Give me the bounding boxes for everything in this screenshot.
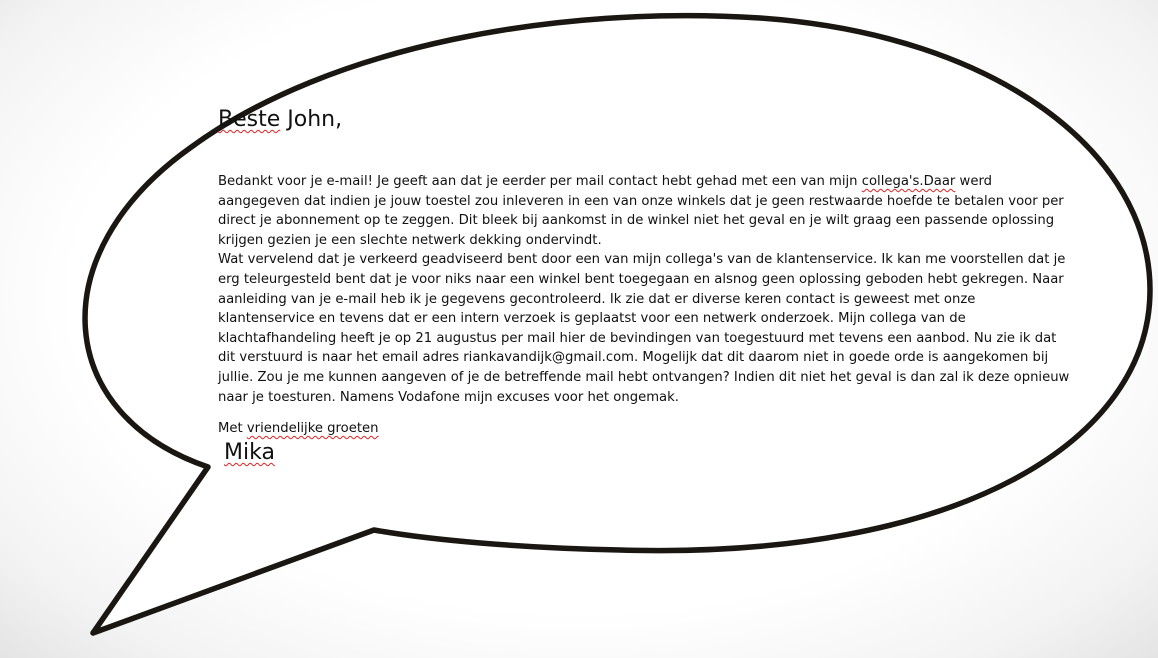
- greeting: [218, 107, 342, 132]
- body-line-text: dit verstuurd is naar het email adres riankavandijk@gmail.com. Mogelijk dat dit daarom niet in goede orde is aangekomen bij: [218, 350, 1049, 366]
- body-line-text-after: werd: [955, 174, 993, 189]
- body-line-text: klantenservice en tevens dat er een intern verzoek is geplaatst voor een netwerk onderzoek. Mijn collega van de: [218, 311, 966, 327]
- body-line: [218, 309, 966, 329]
- body-line-text: Wat vervelend dat je verkeerd geadviseerd bent door een van mijn collega's van de klantenservice. Ik kan me voorstellen dat je: [218, 252, 1066, 268]
- body-line-text: jullie. Zou je me kunnen aangeven of je de betreffende mail hebt ontvangen? Indien dit niet het geval is dan zal ik deze opnieuw: [218, 370, 1070, 385]
- body-line: [218, 329, 1056, 349]
- body-line: [218, 231, 602, 251]
- body-line-text: naar je toesturen. Namens Vodafone mijn excuses voor het ongemak.: [218, 389, 679, 405]
- spellcheck-flagged-word: collega's.Daar: [861, 174, 956, 189]
- closing-prefix: Met: [218, 421, 247, 436]
- body-line-text: krijgen gezien je een slechte netwerk dekking ondervindt.: [218, 232, 602, 248]
- body-line-text: aanleiding van je e-mail heb ik je gegevens gecontroleerd. Ik zie dat er diverse keren contact is geweest met onze: [218, 291, 976, 307]
- body-line-text: klachtafhandeling heeft je op 21 augustus per mail hier de bevindingen van toegestuurd met tevens een aanbod. Nu zie ik dat: [218, 330, 1057, 346]
- body-line-text: direct je abonnement op te zeggen. Dit bleek bij aankomst in de winkel niet het geval en je wilt graag een passende oplossing: [218, 213, 1055, 229]
- closing-text: vriendelijke groeten: [246, 421, 379, 436]
- greeting-name: John,: [280, 107, 343, 132]
- body-line: [218, 290, 975, 310]
- body-line: [218, 250, 1065, 270]
- greeting-word: Beste: [218, 107, 281, 132]
- body-line: [218, 388, 679, 408]
- body-line: [218, 368, 1069, 388]
- body-line: [218, 348, 1048, 368]
- body-line: [218, 192, 1064, 212]
- signature: Mika: [224, 440, 275, 465]
- body-line-text: aangegeven dat indien je jouw toestel zou inleveren in een van onze winkels dat je geen restwaarde hoefde te betalen voor per: [218, 193, 1064, 209]
- body-line: [218, 270, 1064, 290]
- body-line-text: erg teleurgesteld bent dat je voor niks naar een winkel bent toegegaan en alsnog geen oplossing geboden hebt gekregen. Naar: [218, 272, 1064, 287]
- closing-line: [218, 421, 379, 436]
- body-line: [218, 211, 1054, 231]
- body-line-text: Bedankt voor je e-mail! Je geeft aan dat je eerder per mail contact hebt gehad met een van mijn: [218, 174, 862, 189]
- body-line: [218, 172, 992, 192]
